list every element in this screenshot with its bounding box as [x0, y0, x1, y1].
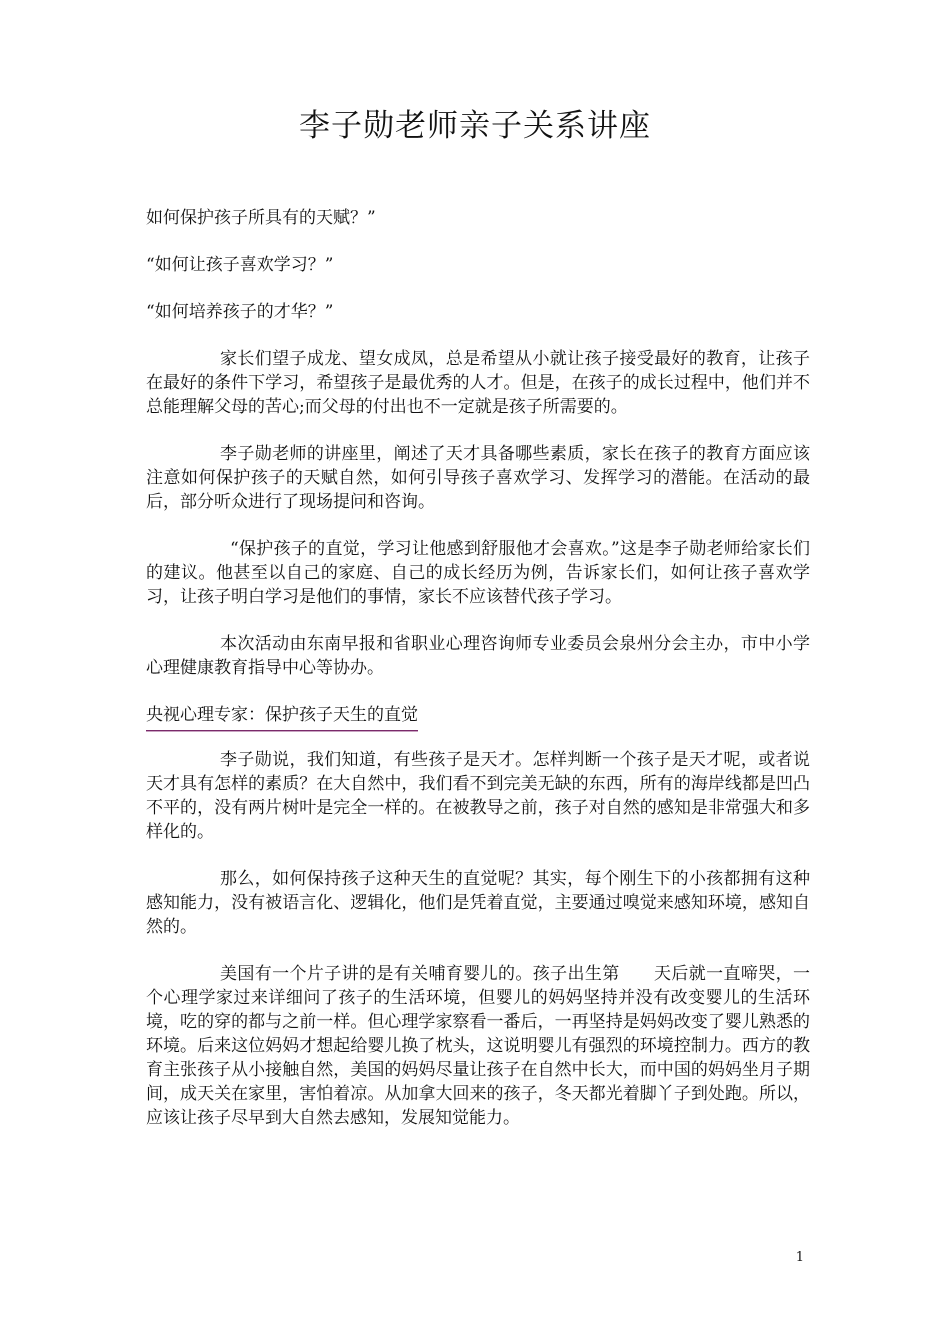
- paragraph-text-rest: 天后就一直啼哭，一个心理学家过来详细问了孩子的生活环境，但婴儿的妈妈坚持并没有改变婴儿的生活环境，吃的穿的都与之前一样。但心理学家察看一番后，一再坚持是妈妈改变了婴儿熟悉的环境。后来这位妈妈才想起给婴儿换了枕头，这说明婴儿有强烈的环境控制力。西方的教育主张孩子从小接触自然，美国的妈妈尽量让孩子在自然中长大，而中国的妈妈坐月子期间，成天关在家里，害怕着凉。从加拿大回来的孩子，冬天都光着脚丫子到处跑。所以，应该让孩子尽早到大自然去感知，发展知觉能力。: [146, 964, 810, 1128]
- question-line: “如何培养孩子的才华？”: [146, 302, 334, 322]
- page-number: 1: [795, 1250, 804, 1265]
- body-paragraph: 李子勋老师的讲座里，阐述了天才具备哪些素质，家长在孩子的教育方面应该注意如何保护孩子的天赋自然，如何引导孩子喜欢学习、发挥学习的潜能。在活动的最后，部分听众进行了现场提问和咨询。: [146, 444, 810, 512]
- body-paragraph: 本次活动由东南早报和省职业心理咨询师专业委员会泉州分会主办，市中小学心理健康教育指导中心等协办。: [146, 634, 810, 678]
- body-paragraph: 家长们望子成龙、望女成凤，总是希望从小就让孩子接受最好的教育，让孩子在最好的条件下学习，希望孩子是最优秀的人才。但是，在孩子的成长过程中，他们并不总能理解父母的苦心;而父母的付出也不一定就是孩子所需要的。: [146, 349, 810, 417]
- section-heading: [146, 703, 810, 731]
- body-paragraph: 那么，如何保持孩子这种天生的直觉呢？其实，每个刚生下的小孩都拥有这种感知能力，没有被语言化、逻辑化，他们是凭着直觉，主要通过嗅觉来感知环境，感知自然的。: [146, 869, 810, 937]
- question-line: 如何保护孩子所具有的天赋？”: [146, 208, 376, 228]
- paragraph-text-start: 美国有一个片子讲的是有关哺育婴儿的。孩子出生第: [220, 964, 620, 984]
- document-body: [146, 206, 810, 1153]
- body-paragraph: “保护孩子的直觉，学习让他感到舒服他才会喜欢。”这是李子勋老师给家长们的建议。他甚至以自己的家庭、自己的成长经历为例，告诉家长们，如何让孩子喜欢学习，让孩子明白学习是他们的事情，家长不应该替代孩子学习。: [146, 539, 810, 607]
- section-heading-link[interactable]: 央视心理专家：保护孩子天生的直觉: [146, 703, 418, 731]
- body-paragraph: [146, 962, 810, 1130]
- question-line: “如何让孩子喜欢学习？”: [146, 255, 334, 275]
- body-paragraph: 李子勋说，我们知道，有些孩子是天才。怎样判断一个孩子是天才呢，或者说天才具有怎样的素质？在大自然中，我们看不到完美无缺的东西，所有的海岸线都是凹凸不平的，没有两片树叶是完全一样的。在被教导之前，孩子对自然的感知是非常强大和多样化的。: [146, 750, 810, 842]
- document-title: 李子勋老师亲子关系讲座: [299, 108, 651, 144]
